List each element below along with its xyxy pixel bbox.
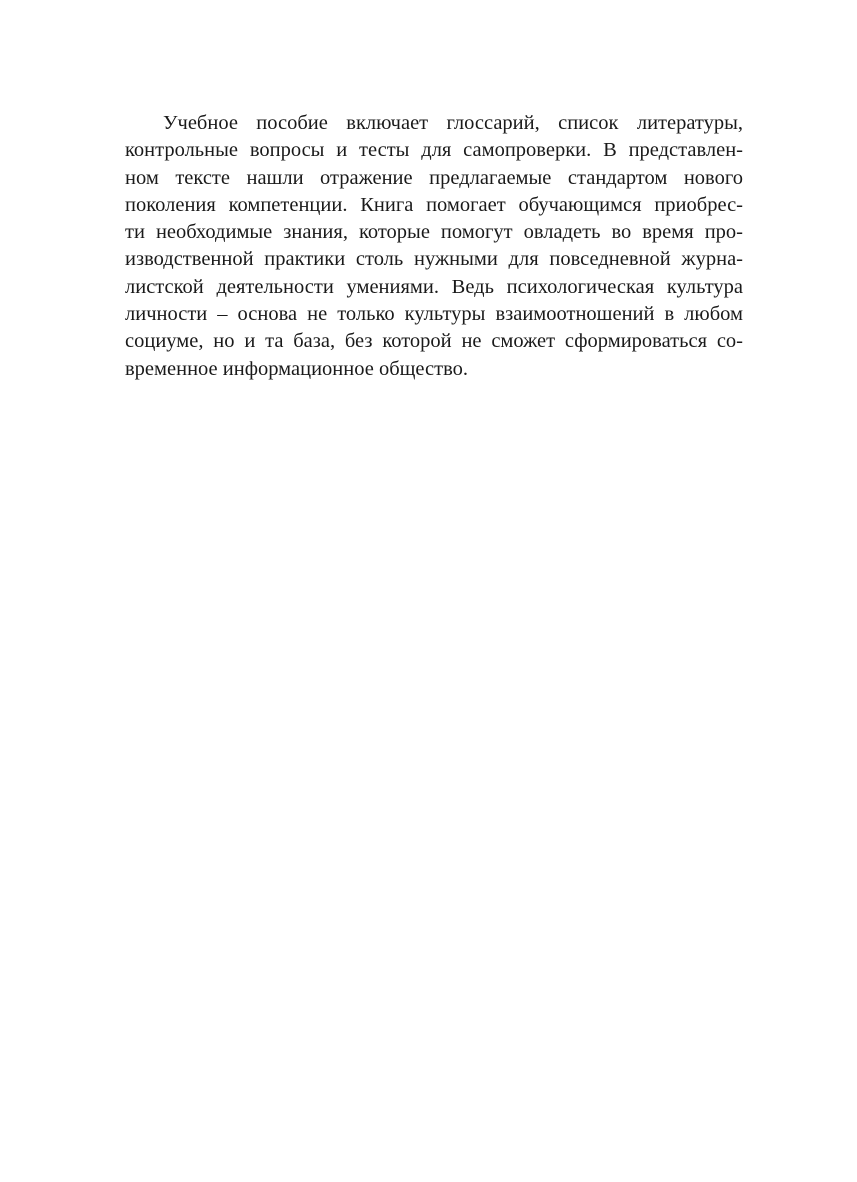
paragraph-line: ти необходимые знания, которые помогут овладеть во время про- bbox=[125, 221, 743, 244]
paragraph-line: социуме, но и та база, без которой не сможет сформироваться со- bbox=[125, 330, 743, 353]
paragraph-line: контрольные вопросы и тесты для самопроверки. В представлен- bbox=[125, 139, 743, 162]
paragraph-line: ном тексте нашли отражение предлагаемые стандартом нового bbox=[125, 166, 743, 189]
paragraph-line: изводственной практики столь нужными для повседневной журна- bbox=[125, 248, 743, 271]
body-paragraph bbox=[125, 110, 743, 383]
paragraph-line: поколения компетенции. Книга помогает обучающимся приобрес- bbox=[125, 193, 743, 216]
paragraph-line: личности – основа не только культуры взаимоотношений в любом bbox=[125, 303, 743, 326]
paragraph-line: временное информационное общество. bbox=[125, 357, 469, 380]
paragraph-line: листской деятельности умениями. Ведь психологическая культура bbox=[125, 275, 743, 298]
paragraph-line: Учебное пособие включает глоссарий, список литературы, bbox=[163, 112, 743, 134]
